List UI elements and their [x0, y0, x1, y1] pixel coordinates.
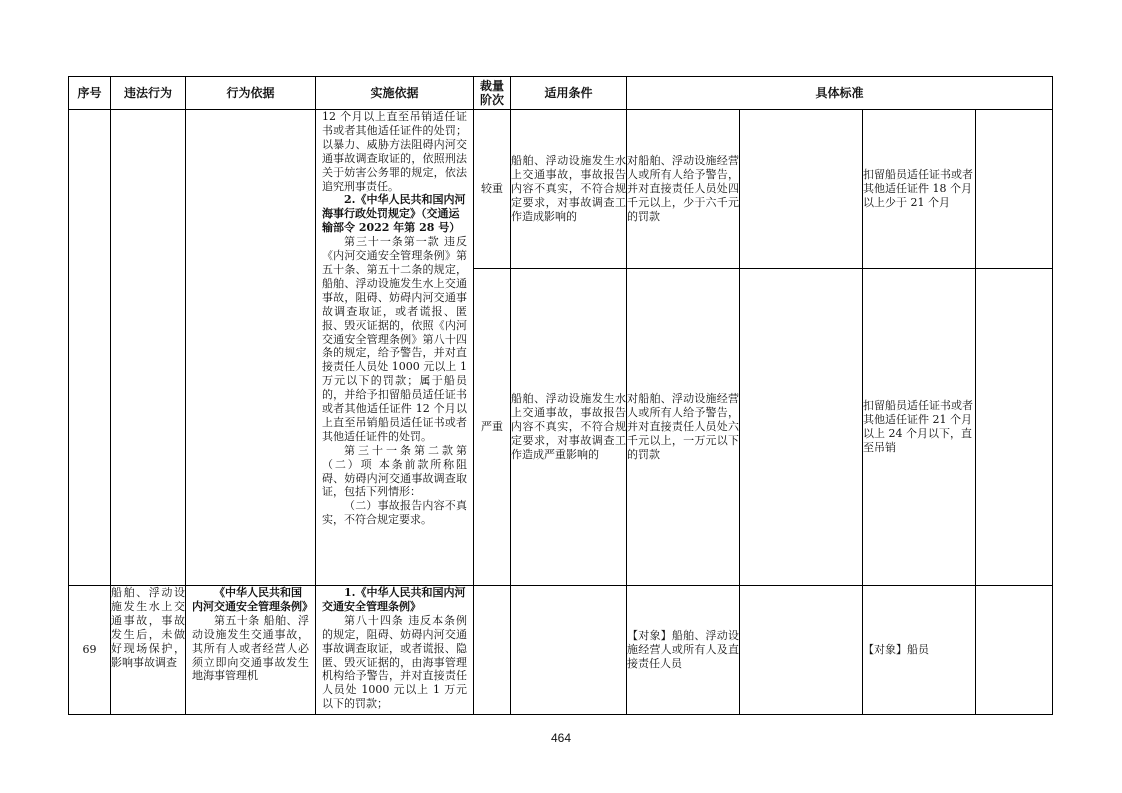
condition-cell: 船舶、浮动设施发生水上交通事故，事故报告内容不真实，不符合规定要求，对事故调查工作造成影响的: [511, 110, 627, 269]
basis-text: （二）事故报告内容不真实，不符合规定要求。: [322, 499, 467, 527]
empty-cell: [976, 269, 1053, 586]
col-header-violation: 违法行为: [111, 77, 186, 110]
standard-crew-cell: 【对象】船员: [863, 586, 976, 715]
empty-cell: [740, 110, 863, 269]
empty-cell: [976, 110, 1053, 269]
standard-crew-cell: 扣留船员适任证书或者其他适任证件 18 个月以上少于 21 个月: [863, 110, 976, 269]
act-text: 第五十条 船舶、浮动设施发生交通事故，其所有人或者经营人必须立即向交通事故发生地海事管理机: [192, 613, 309, 683]
standard-owner-cell: 【对象】船舶、浮动设施经营人或所有人及直接责任人员: [627, 586, 740, 715]
seq-cell: 69: [69, 586, 111, 715]
basis-heading: 1.《中华人民共和国内河交通安全管理条例》: [322, 586, 466, 613]
col-header-standard: 具体标准: [627, 77, 1053, 110]
page-number: 464: [550, 731, 572, 745]
col-header-level: 裁量 阶次: [474, 77, 511, 110]
act-basis-cell: [186, 586, 316, 715]
level-cell: 严重: [474, 269, 511, 586]
seq-cell: [69, 110, 111, 586]
level-cell: 较重: [474, 110, 511, 269]
impl-basis-cell: [316, 586, 474, 715]
table-row: [69, 110, 1053, 269]
basis-heading: 2.《中华人民共和国内河海事行政处罚规定》（交通运输部令 2022 年第 28 号）: [322, 193, 466, 235]
table-row: [69, 586, 1053, 715]
basis-text: 第八十四条 违反本条例的规定，阻碍、妨碍内河交通事故调查取证，或者谎报、隐匿、毁灭证据的，由海事管理机构给予警告，并对直接责任人员处 1000 元以上 1 万元以下的罚款；: [322, 613, 467, 711]
standard-owner-cell: 对船舶、浮动设施经营人或所有人给予警告，并对直接责任人员处六千元以上，一万元以下的罚款: [627, 269, 740, 586]
condition-cell: 船舶、浮动设施发生水上交通事故，事故报告内容不真实，不符合规定要求，对事故调查工作造成严重影响的: [511, 269, 627, 586]
violation-cell: [111, 110, 186, 586]
col-header-act-basis: 行为依据: [186, 77, 316, 110]
violation-cell: 船舶、浮动设施发生水上交通事故，事故发生后，未做好现场保护，影响事故调查: [111, 586, 186, 715]
empty-cell: [976, 586, 1053, 715]
basis-text: 第三十一条第二款第（二）项 本条前款所称阻碍、妨碍内河交通事故调查取证，包括下列情形：: [322, 443, 467, 499]
table-header-row: [69, 77, 1053, 110]
level-cell: [474, 586, 511, 715]
basis-text: 12 个月以上直至吊销适任证书或者其他适任证件的处罚；以暴力、威胁方法阻碍内河交通事故调查取证的，依照刑法关于妨害公务罪的规定，依法追究刑事责任。: [322, 110, 467, 193]
act-basis-cell: [186, 110, 316, 586]
basis-text: 第三十一条第一款 违反《内河交通安全管理条例》第五十条、第五十二条的规定，船舶、浮动设施发生水上交通事故，阻碍、妨碍内河交通事故调查取证，或者谎报、匿报、毁灭证据的，依照《内河交通安全管理条例》第八十四条的规定，给予警告，并对直接责任人员处 1000 元以上 1 万元以下的罚款；属于船员的，并给予扣留船员适任证书或者其他适任证件 12 个月以上直至吊销船员适任证书或者其他适任证件的处罚。: [322, 235, 467, 443]
discretion-standard-table: [68, 76, 1053, 715]
empty-cell: [740, 586, 863, 715]
standard-crew-cell: 扣留船员适任证书或者其他适任证件 21 个月以上 24 个月以下，直至吊销: [863, 269, 976, 586]
impl-basis-cell: [316, 110, 474, 586]
col-header-seq: 序号: [69, 77, 111, 110]
standard-owner-cell: 对船舶、浮动设施经营人或所有人给予警告，并对直接责任人员处四千元以上，少于六千元的罚款: [627, 110, 740, 269]
condition-cell: [511, 586, 627, 715]
act-title: 《中华人民共和国内河交通安全管理条例》: [192, 586, 313, 613]
col-header-impl-basis: 实施依据: [316, 77, 474, 110]
col-header-condition: 适用条件: [511, 77, 627, 110]
empty-cell: [740, 269, 863, 586]
